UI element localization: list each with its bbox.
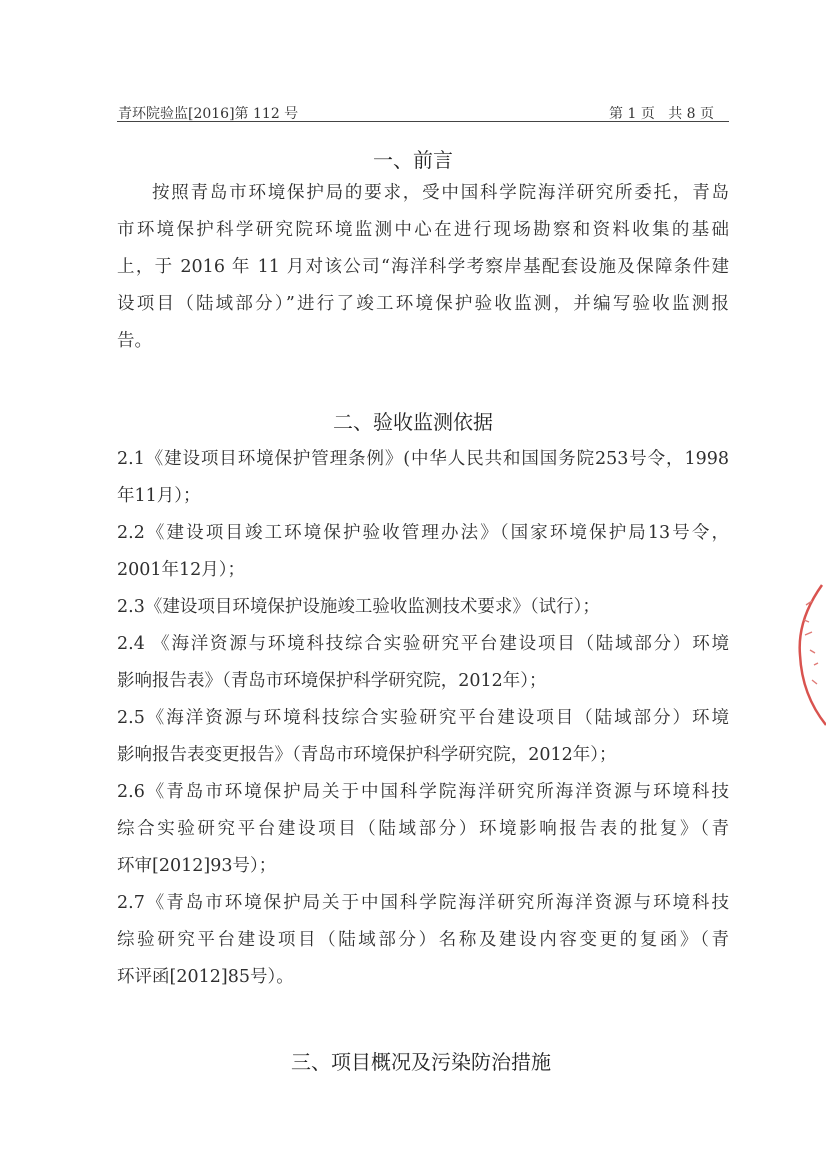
reference-line: 2001年12月）； [117,560,246,580]
paragraph-line: 设项目（陆域部分）”进行了竣工环境保护验收监测，并编写验收监测报 [117,294,729,314]
header-divider [117,121,729,122]
reference-line: 综验研究平台建设项目（陆域部分）名称及建设内容变更的复函》（青 [117,930,729,950]
paragraph-line: 告。 [117,331,152,351]
section-1-paragraph [117,175,729,360]
page-indicator: 第 1 页 共 8 页 [609,106,714,122]
reference-line: 综合实验研究平台建设项目（陆域部分）环境影响报告表的批复》（青 [117,819,729,839]
reference-line: 2.1《建设项目环境保护管理条例》(中华人民共和国国务院253号令，1998 [117,449,729,469]
reference-line: 2.6《青岛市环境保护局关于中国科学院海洋研究所海洋资源与环境科技 [117,782,729,802]
reference-line: 环审[2012]93号）； [117,856,277,876]
section-1-title: 一、前言 [373,148,453,172]
reference-line: 2.2《建设项目竣工环境保护验收管理办法》（国家环境保护局13号令， [117,523,729,543]
reference-line: 影响报告表》（青岛市环境保护科学研究院，2012年）； [117,671,547,691]
paragraph-line: 按照青岛市环境保护局的要求，受中国科学院海洋研究所委托，青岛 [152,183,729,203]
document-number: 青环院验监[2016]第 112 号 [118,106,299,122]
reference-line: 年11月）； [117,486,201,506]
reference-line: 2.7《青岛市环境保护局关于中国科学院海洋研究所海洋资源与环境科技 [117,893,729,913]
reference-line: 2.5《海洋资源与环境科技综合实验研究平台建设项目（陆域部分）环境 [117,708,729,728]
section-2-reference-list [117,441,729,996]
paragraph-line: 上，于 2016 年 11 月对该公司“海洋科学考察岸基配套设施及保障条件建 [117,257,729,277]
official-seal-stamp [792,580,826,730]
reference-line: 2.3《建设项目环境保护设施竣工验收监测技术要求》（试行）； [117,597,600,617]
reference-line: 2.4 《海洋资源与环境科技综合实验研究平台建设项目（陆域部分）环境 [117,634,729,654]
reference-line: 环评函[2012]85号）。 [117,967,294,987]
section-3-title: 三、项目概况及污染防治措施 [291,1050,551,1074]
reference-line: 影响报告表变更报告》（青岛市环境保护科学研究院，2012年）； [117,745,617,765]
paragraph-line: 市环境保护科学研究院环境监测中心在进行现场勘察和资料收集的基础 [117,220,729,240]
section-2-title: 二、验收监测依据 [333,410,493,434]
